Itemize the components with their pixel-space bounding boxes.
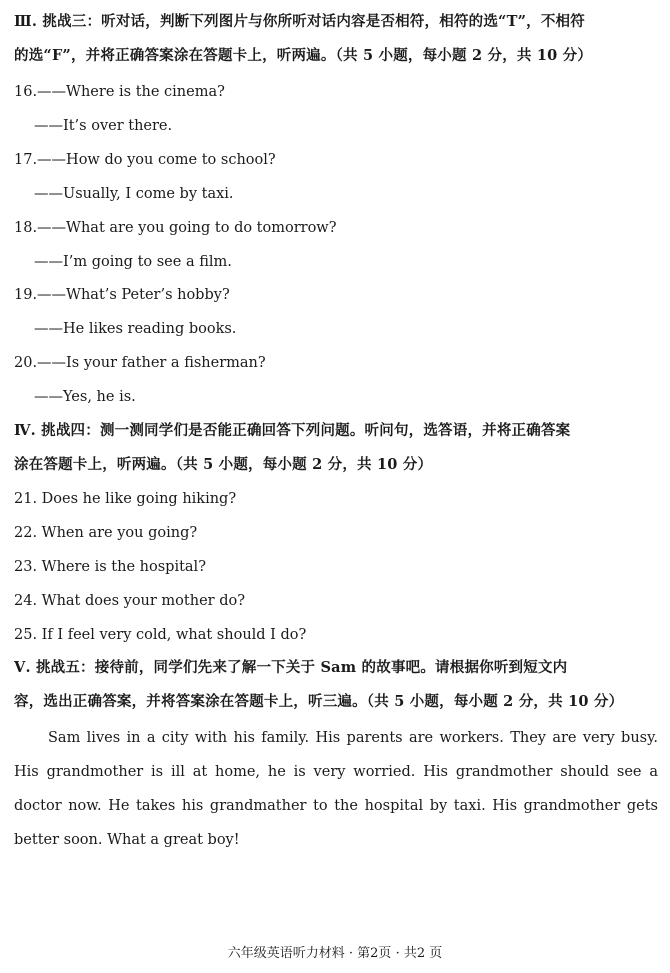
question-25: 25. If I feel very cold, what should I do? [14,627,307,643]
section4-heading-line2: 涂在答题卡上，听两遍。（共 5 小题，每小题 2 分，共 10 分） [14,456,433,473]
answer-17: ——Usually, I come by taxi. [34,186,234,202]
answer-16: ——It’s over there. [34,118,173,134]
question-22: 22. When are you going? [14,525,198,541]
question-21: 21. Does he like going hiking? [14,491,237,507]
section3-heading-line2: 的选“F”，并将正确答案涂在答题卡上，听两遍。（共 5 小题，每小题 2 分，共 10 分） [14,47,593,64]
section5-heading-line2: 容，选出正确答案，并将答案涂在答题卡上，听三遍。（共 5 小题，每小题 2 分，共 10 分） [14,693,624,710]
question-19: 19.——What’s Peter’s hobby? [14,287,230,303]
question-23: 23. Where is the hospital? [14,559,206,575]
question-16: 16.——Where is the cinema? [14,84,225,100]
question-18: 18.——What are you going to do tomorrow? [14,220,337,236]
section5-heading-line1: Ⅴ. 挑战五：接待前，同学们先来了解一下关于 Sam 的故事吧。请根据你听到短文内 [14,659,568,676]
story-passage: Sam lives in a city with his family. His parents are workers. They are very busy. His grandmother is ill at home, he is very worried. His grandmother should see a doctor now. He takes his grandmather to the hospital by taxi. His grandmother gets better soon. What a great boy! [14,730,658,848]
answer-20: ——Yes, he is. [34,389,136,405]
page-footer: 六年级英语听力材料 · 第2页 · 共2 页 [227,946,443,961]
answer-18: ——I’m going to see a film. [34,254,232,270]
answer-19: ——He likes reading books. [34,321,237,337]
question-24: 24. What does your mother do? [14,593,245,609]
section4-heading-line1: Ⅳ. 挑战四：测一测同学们是否能正确回答下列问题。听问句，选答语，并将正确答案 [14,422,571,439]
question-17: 17.——How do you come to school? [14,152,276,168]
section3-heading-line1: Ⅲ. 挑战三：听对话，判断下列图片与你所听对话内容是否相符，相符的选“T”，不相符 [14,13,585,30]
question-20: 20.——Is your father a fisherman? [14,355,266,371]
